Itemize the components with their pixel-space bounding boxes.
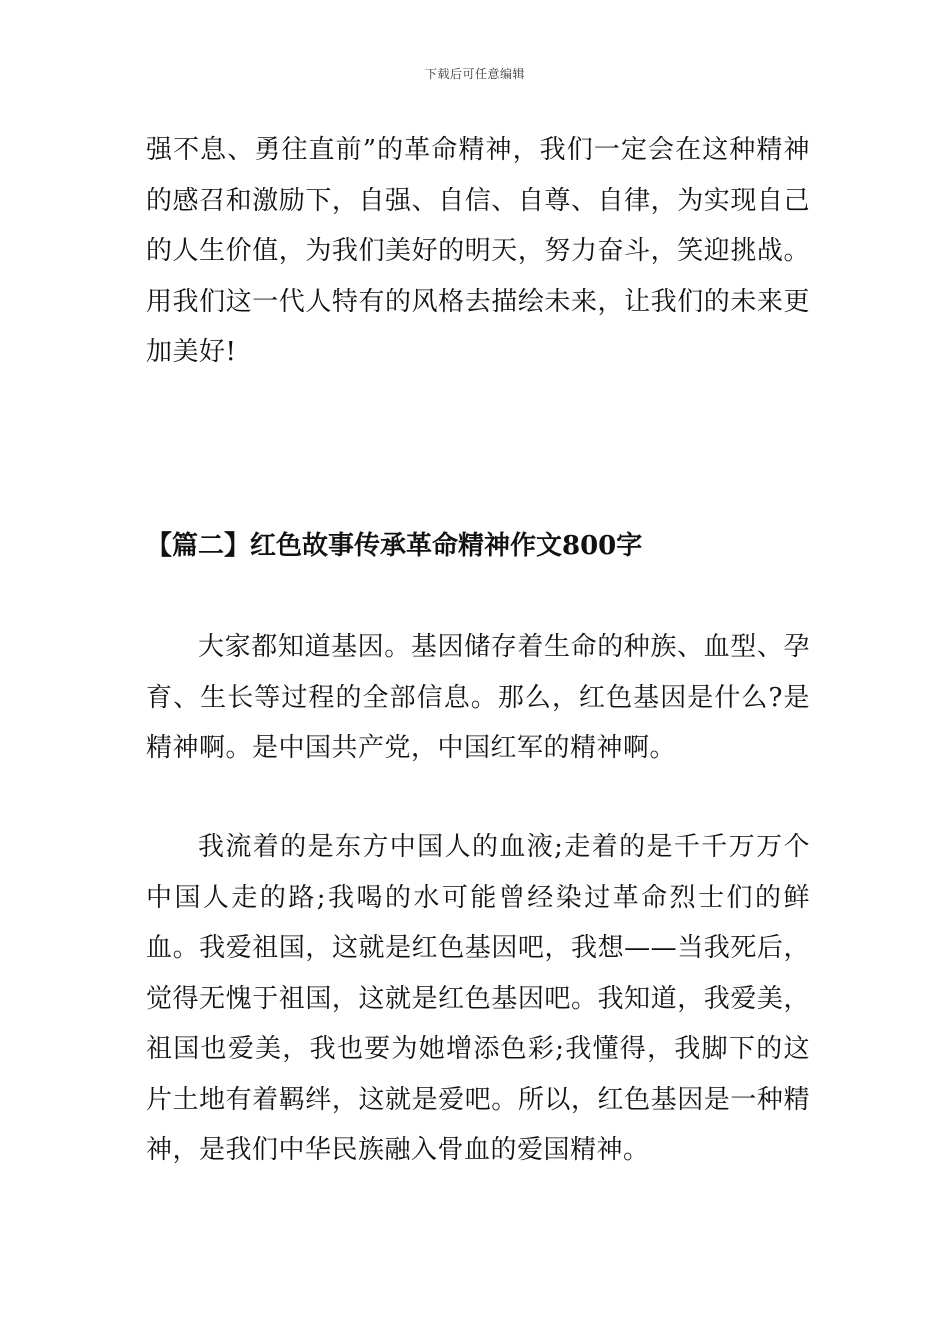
- header-note: 下载后可任意编辑: [424, 67, 525, 81]
- paragraph-continuation: 强不息、勇往直前”的革命精神，我们一定会在这种精神的感召和激励下，自强、自信、自尊、自律，为实现自己的人生价值，为我们美好的明天，努力奋斗，笑迎挑战。用我们这一代人特有的风格去描绘未来，让我们的未来更加美好!: [146, 135, 810, 367]
- paragraph-red-gene: 我流着的是东方中国人的血液;走着的是千千万万个中国人走的路;我喝的水可能曾经染过革命烈士们的鲜血。我爱祖国，这就是红色基因吧，我想——当我死后，觉得无愧于祖国，这就是红色基因吧。我知道，我爱美，祖国也爱美，我也要为她增添色彩;我懂得，我脚下的这片土地有着羁绊，这就是爱吧。所以，红色基因是一种精神，是我们中华民族融入骨血的爱国精神。: [146, 832, 810, 1165]
- paragraph-gene-intro: 大家都知道基因。基因储存着生命的种族、血型、孕育、生长等过程的全部信息。那么，红色基因是什么?是精神啊。是中国共产党，中国红军的精神啊。: [146, 632, 810, 763]
- section-heading: 【篇二】红色故事传承革命精神作文800字: [146, 531, 643, 561]
